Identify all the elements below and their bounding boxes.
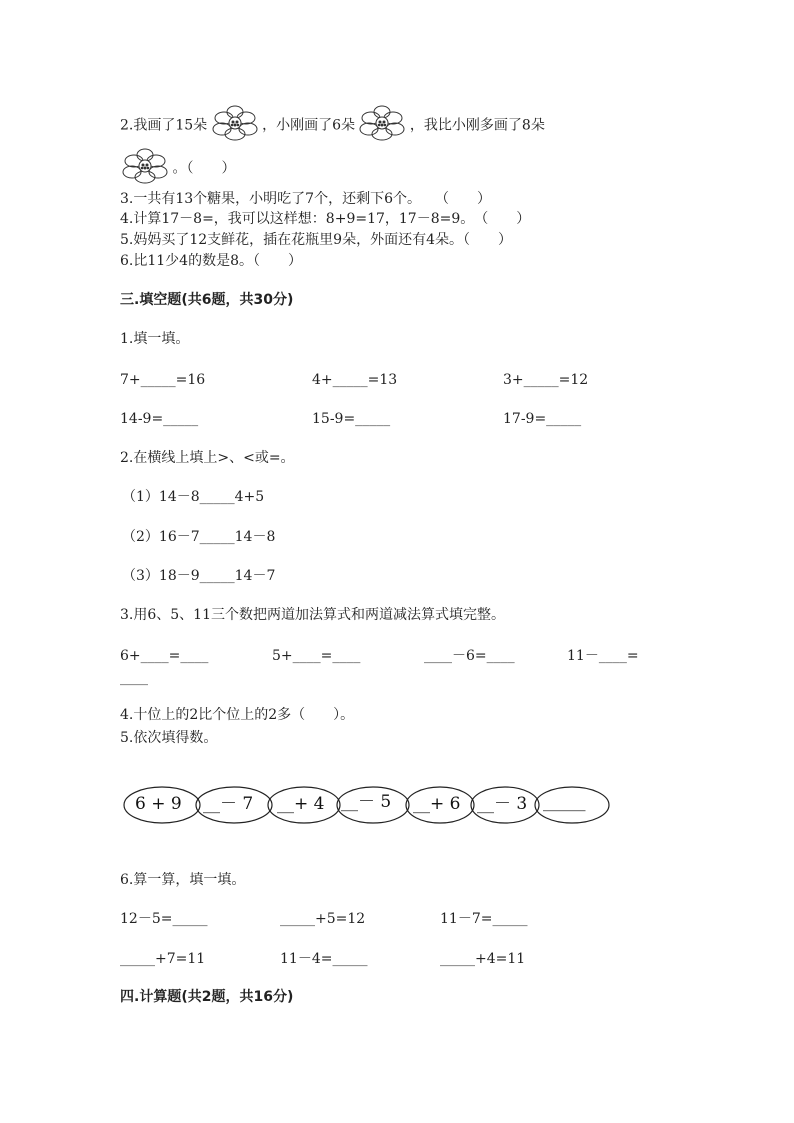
s3-q1-r2c2: 15-9=_____ — [312, 411, 391, 427]
judge-q5: 5.妈妈买了12支鲜花，插在花瓶里9朵，外面还有4朵。（ ） — [120, 232, 512, 248]
s3-q3-tail: ____ — [120, 670, 148, 686]
s3-q1-r1c3: 3+_____=12 — [503, 372, 589, 388]
number-chain — [123, 784, 613, 828]
s3-q4: 4.十位上的2比个位上的2多（ ）。 — [120, 707, 355, 723]
s3-q2-item2: （2）16－7_____14－8 — [122, 529, 276, 545]
flower-icon — [359, 104, 405, 147]
s3-q3-item2: 5+____=____ — [272, 648, 361, 664]
s3-q3-item1: 6+____=____ — [120, 648, 209, 664]
s3-q3-title: 3.用6、5、11三个数把两道加法算式和两道减法算式填完整。 — [120, 607, 505, 623]
s3-q6-r2c1: _____+7=11 — [120, 951, 206, 967]
s3-q2-item1: （1）14－8_____4+5 — [122, 489, 265, 505]
s3-q6-r2c3: _____+4=11 — [440, 951, 526, 967]
judge-q2-text-a: 2.我画了15朵 — [120, 117, 208, 134]
s3-q1-r2c1: 14-9=_____ — [120, 411, 199, 427]
s3-q1-r1c1: 7+_____=16 — [120, 372, 206, 388]
judge-q2-line1 — [120, 104, 545, 147]
section4-heading: 四.计算题(共2题，共16分) — [120, 989, 294, 1005]
judge-q6: 6.比11少4的数是8。（ ） — [120, 253, 302, 269]
s3-q6-title: 6.算一算，填一填。 — [120, 872, 246, 888]
judge-q4: 4.计算17－8=，我可以这样想：8+9=17，17－8=9。 （ ） — [120, 211, 531, 227]
s3-q1-title: 1.填一填。 — [120, 331, 190, 347]
section3-heading: 三.填空题(共6题，共30分) — [120, 292, 294, 308]
s3-q6-r1c2: _____+5=12 — [280, 911, 366, 927]
chain-text-1: 6 + 9 — [135, 794, 182, 814]
chain-text-7: _____ — [543, 792, 586, 812]
judge-q2-line2 — [122, 147, 235, 190]
chain-text-6: __－ 3 — [477, 794, 528, 814]
chain-text-5: __+ 6 — [413, 794, 461, 814]
s3-q3-item3: ____－6=____ — [424, 648, 515, 664]
s3-q6-r2c2: 11－4=_____ — [280, 951, 368, 967]
judge-q2-text-c: ，我比小刚多画了8朵 — [409, 117, 545, 134]
s3-q5-title: 5.依次填得数。 — [120, 730, 218, 746]
flower-icon — [122, 147, 168, 190]
s3-q1-r2c3: 17-9=_____ — [503, 411, 582, 427]
chain-text-4: __－ 5 — [341, 792, 392, 812]
chain-text-2: __－ 7 — [203, 794, 254, 814]
judge-q2-text-d: 。（ ） — [172, 160, 236, 177]
s3-q2-item3: （3）18－9_____14－7 — [122, 568, 276, 584]
judge-q2-text-b: ，小刚画了6朵 — [262, 117, 355, 134]
chain-text-3: __+ 4 — [277, 794, 325, 814]
s3-q6-r1c3: 11－7=_____ — [440, 911, 528, 927]
flower-icon — [212, 104, 258, 147]
s3-q3-item4: 11－____= — [567, 648, 639, 664]
s3-q6-r1c1: 12－5=_____ — [120, 911, 208, 927]
s3-q1-r1c2: 4+_____=13 — [312, 372, 398, 388]
judge-q3: 3.一共有13个糖果，小明吃了7个，还剩下6个。 （ ） — [120, 191, 491, 207]
s3-q2-title: 2.在横线上填上>、<或=。 — [120, 450, 295, 466]
